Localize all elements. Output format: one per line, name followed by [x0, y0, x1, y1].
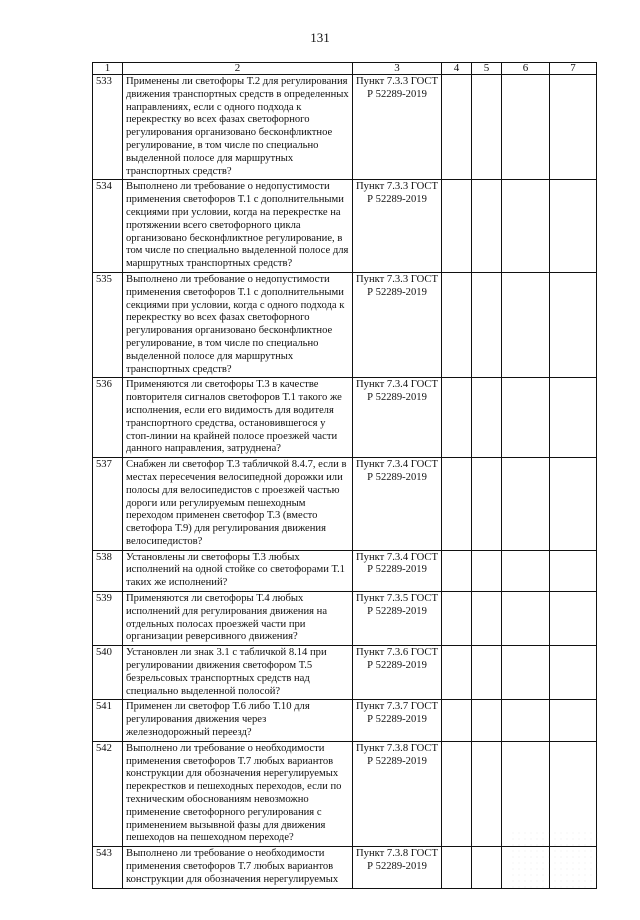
reference-text: Пункт 7.3.8 ГОСТ Р 52289-2019 — [353, 847, 442, 888]
table-row — [93, 378, 597, 458]
column-header: 4 — [442, 63, 472, 75]
row-number: 534 — [93, 180, 123, 273]
empty-cell — [502, 646, 550, 700]
empty-cell — [550, 75, 597, 180]
reference-text: Пункт 7.3.3 ГОСТ Р 52289-2019 — [353, 75, 442, 180]
empty-cell — [502, 700, 550, 741]
question-text: Выполнено ли требование о недопустимости применения светофоров Т.1 с дополнительными секциями при условии, когда на перекрестке на протяжении всего светофорного цикла организовано бесконфликтное регулирование, в том числе по специально выделенной полосе для маршрутных транспортных средств? — [123, 180, 353, 273]
empty-cell — [472, 180, 502, 273]
table-row — [93, 592, 597, 646]
empty-cell — [502, 458, 550, 551]
empty-cell — [502, 180, 550, 273]
reference-text: Пункт 7.3.6 ГОСТ Р 52289-2019 — [353, 646, 442, 700]
empty-cell — [442, 458, 472, 551]
reference-text: Пункт 7.3.4 ГОСТ Р 52289-2019 — [353, 458, 442, 551]
table-row — [93, 550, 597, 591]
empty-cell — [502, 550, 550, 591]
column-header: 6 — [502, 63, 550, 75]
empty-cell — [550, 180, 597, 273]
column-header: 7 — [550, 63, 597, 75]
empty-cell — [442, 646, 472, 700]
question-text: Применяются ли светофоры Т.4 любых исполнений для регулирования движения на отдельных полосах проезжей части при организации реверсивного движения? — [123, 592, 353, 646]
empty-cell — [442, 847, 472, 888]
empty-cell — [442, 741, 472, 846]
question-text: Установлены ли светофоры Т.3 любых исполнений на одной стойке со светофорами Т.1 таких же исполнений? — [123, 550, 353, 591]
empty-cell — [442, 592, 472, 646]
empty-cell — [472, 75, 502, 180]
empty-cell — [550, 700, 597, 741]
question-text: Снабжен ли светофор Т.3 табличкой 8.4.7, если в местах пересечения велосипедной дорожки или полосы для велосипедистов с проезжей частью дороги или регулируемым пешеходным переходом применен светофор Т.3 (вместо светофора Т.9) для регулирования движения велосипедистов? — [123, 458, 353, 551]
empty-cell — [550, 646, 597, 700]
table-row — [93, 75, 597, 180]
empty-cell — [472, 550, 502, 591]
scan-noise — [510, 830, 600, 890]
row-number: 533 — [93, 75, 123, 180]
column-header: 5 — [472, 63, 502, 75]
empty-cell — [502, 378, 550, 458]
row-number: 543 — [93, 847, 123, 888]
reference-text: Пункт 7.3.4 ГОСТ Р 52289-2019 — [353, 378, 442, 458]
row-number: 540 — [93, 646, 123, 700]
column-header: 1 — [93, 63, 123, 75]
question-text: Выполнено ли требование о необходимости применения светофоров Т.7 любых вариантов конструкции для обозначения нерегулируемых перекрестков и пешеходных переходов, если по техническим обоснованиям невозможно применение светофорного регулирования с применением вызывной фазы для движения пешеходов на пешеходном переходе? — [123, 741, 353, 846]
row-number: 539 — [93, 592, 123, 646]
empty-cell — [442, 272, 472, 377]
empty-cell — [472, 847, 502, 888]
question-text: Выполнено ли требование о недопустимости применения светофоров Т.1 с дополнительными секциями при условии, когда с одного подхода к перекрестку во всех фазах светофорного регулирования организовано бесконфликтное регулирование, в том числе по специально выделенной полосе для маршрутных транспортных средств? — [123, 272, 353, 377]
checklist-table — [92, 62, 597, 889]
reference-text: Пункт 7.3.5 ГОСТ Р 52289-2019 — [353, 592, 442, 646]
empty-cell — [550, 592, 597, 646]
empty-cell — [502, 272, 550, 377]
empty-cell — [442, 700, 472, 741]
reference-text: Пункт 7.3.3 ГОСТ Р 52289-2019 — [353, 180, 442, 273]
question-text: Применен ли светофор Т.6 либо Т.10 для регулирования движения через железнодорожный переезд? — [123, 700, 353, 741]
empty-cell — [502, 592, 550, 646]
empty-cell — [442, 550, 472, 591]
row-number: 536 — [93, 378, 123, 458]
question-text: Выполнено ли требование о необходимости применения светофоров Т.7 любых вариантов конструкции для обозначения нерегулируемых — [123, 847, 353, 888]
reference-text: Пункт 7.3.4 ГОСТ Р 52289-2019 — [353, 550, 442, 591]
column-header: 2 — [123, 63, 353, 75]
empty-cell — [472, 458, 502, 551]
table-row — [93, 180, 597, 273]
reference-text: Пункт 7.3.3 ГОСТ Р 52289-2019 — [353, 272, 442, 377]
page-number: 131 — [310, 30, 330, 45]
row-number: 541 — [93, 700, 123, 741]
table-row — [93, 272, 597, 377]
row-number: 542 — [93, 741, 123, 846]
empty-cell — [442, 180, 472, 273]
table-row — [93, 458, 597, 551]
reference-text: Пункт 7.3.8 ГОСТ Р 52289-2019 — [353, 741, 442, 846]
empty-cell — [472, 700, 502, 741]
empty-cell — [550, 272, 597, 377]
empty-cell — [472, 272, 502, 377]
empty-cell — [550, 458, 597, 551]
question-text: Установлен ли знак 3.1 с табличкой 8.14 при регулировании движения светофором Т.5 безрельсовых транспортных средств над специально выделенной полосой? — [123, 646, 353, 700]
table-header-row — [93, 63, 597, 75]
table-row — [93, 700, 597, 741]
empty-cell — [442, 75, 472, 180]
question-text: Применены ли светофоры Т.2 для регулирования движения транспортных средств в определенных направлениях, если с одного подхода к перекрестку во всех фазах светофорного регулирования организовано бесконфликтное регулирование, в том числе по специально выделенной полосе для маршрутных транспортных средств? — [123, 75, 353, 180]
empty-cell — [550, 550, 597, 591]
empty-cell — [550, 378, 597, 458]
empty-cell — [472, 646, 502, 700]
reference-text: Пункт 7.3.7 ГОСТ Р 52289-2019 — [353, 700, 442, 741]
empty-cell — [472, 378, 502, 458]
empty-cell — [502, 75, 550, 180]
table-row — [93, 646, 597, 700]
question-text: Применяются ли светофоры Т.3 в качестве повторителя сигналов светофоров Т.1 такого же исполнения, если его видимость для водителя транспортного средства, остановившегося у стоп-линии на крайней полосе проезжей части данного направления, затруднена? — [123, 378, 353, 458]
column-header: 3 — [353, 63, 442, 75]
row-number: 538 — [93, 550, 123, 591]
row-number: 535 — [93, 272, 123, 377]
empty-cell — [442, 378, 472, 458]
empty-cell — [472, 741, 502, 846]
empty-cell — [472, 592, 502, 646]
row-number: 537 — [93, 458, 123, 551]
